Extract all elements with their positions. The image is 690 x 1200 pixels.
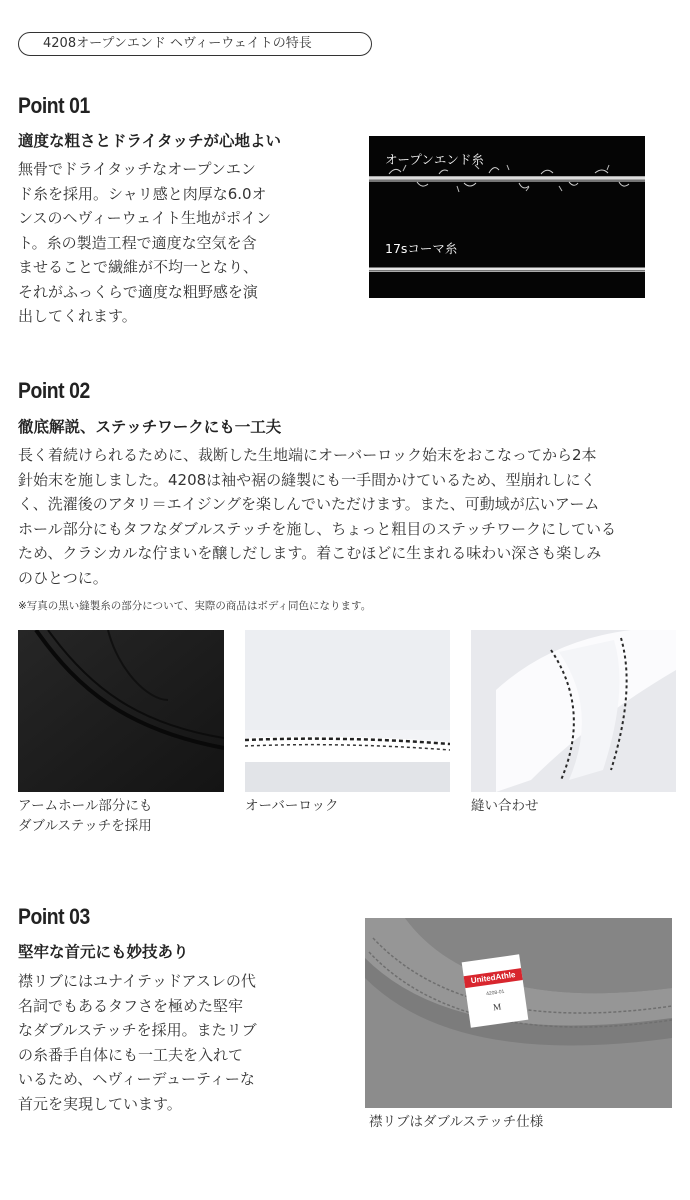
point3-subtitle: 堅牢な首元にも妙技あり xyxy=(18,943,189,961)
armhole-stitch-photo xyxy=(18,630,224,792)
body-line: いるため、ヘヴィーデューティーな xyxy=(18,1070,255,1088)
point1-subtitle: 適度な粗さとドライタッチが心地よい xyxy=(18,132,282,150)
body-line: 長く着続けられるために、裁断した生地端にオーバーロック始末をおこなってから2本 xyxy=(18,446,597,464)
body-line: の糸番手自体にも一工夫を入れて xyxy=(18,1045,244,1064)
point2-note: ※写真の黒い縫製糸の部分について、実際の商品はボディ同色になります。 xyxy=(18,600,372,612)
yarn-strands-graphic xyxy=(369,136,645,298)
caption-line: 縫い合わせ xyxy=(471,798,539,814)
point2-title: Point 02 xyxy=(18,378,90,403)
caption-line: アームホール部分にも xyxy=(18,798,153,814)
body-line: 針始末を施しました。4208は袖や裾の縫製にも一手間かけているため、型崩れしにく xyxy=(18,470,596,489)
seam-photo-graphic xyxy=(471,630,676,792)
body-line: 出してくれます。 xyxy=(18,307,137,325)
tag-product-code: 4208-01 xyxy=(485,988,505,998)
overlock-photo-graphic xyxy=(245,630,450,792)
body-line: ド糸を採用。シャリ感と肉厚な6.0オ xyxy=(18,184,267,203)
body-line: ト。糸の製造工程で適度な空気を含 xyxy=(18,233,257,252)
caption-line: オーバーロック xyxy=(245,798,339,814)
product-tag xyxy=(462,954,529,1027)
point2-subtitle: 徹底解説、ステッチワークにも一工夫 xyxy=(18,418,282,436)
point3-body xyxy=(18,969,257,1116)
body-line: く、洗濯後のアタリ＝エイジングを楽しんでいただけます。また、可動域が広いアーム xyxy=(18,495,600,513)
body-line: なダブルステッチを採用。またリブ xyxy=(18,1021,257,1039)
overlock-photo xyxy=(245,630,450,792)
tag-brand-logo: UnitedAthle xyxy=(464,968,523,988)
point3-title: Point 03 xyxy=(18,904,90,929)
body-line: ホール部分にもタフなダブルステッチを施し、ちょっと粗目のステッチワークにしている xyxy=(18,519,617,538)
point1-title: Point 01 xyxy=(18,93,90,118)
point1-body xyxy=(18,157,271,329)
yarn-comparison-image xyxy=(369,136,645,298)
body-line: 襟リブにはユナイテッドアスレの代 xyxy=(18,972,256,990)
section-tag: 4208オープンエンド ヘヴィーウェイトの特長 xyxy=(18,32,372,56)
collar-caption: 襟リブはダブルステッチ仕様 xyxy=(369,1114,544,1130)
collar-rib-photo xyxy=(365,918,672,1108)
combed-yarn-label: 17sコーマ糸 xyxy=(385,241,458,256)
body-line: 首元を実現しています。 xyxy=(18,1094,182,1113)
seam-photo xyxy=(471,630,676,792)
armhole-caption xyxy=(18,796,152,836)
caption-line: ダブルステッチを採用 xyxy=(18,818,152,834)
body-line: 無骨でドライタッチなオープンエン xyxy=(18,160,256,178)
body-line: ませることで繊維が不均一となり、 xyxy=(18,258,259,276)
overlock-caption xyxy=(245,796,339,816)
body-line: のひとつに。 xyxy=(18,568,108,587)
body-line: ため、クラシカルな佇まいを醸しだします。着こむほどに生まれる味わい深さも楽しみ xyxy=(18,544,602,562)
body-line: ンスのヘヴィーウェイト生地がポイン xyxy=(18,209,272,227)
open-end-yarn-label: オープンエンド糸 xyxy=(385,152,484,167)
body-line: 名詞でもあるタフさを極めた堅牢 xyxy=(18,996,244,1015)
body-line: それがふっくらで適度な粗野感を演 xyxy=(18,282,258,301)
seam-caption xyxy=(471,796,539,816)
point2-body xyxy=(18,443,616,590)
tag-size: M xyxy=(492,1001,502,1013)
armhole-photo-graphic xyxy=(18,630,224,792)
